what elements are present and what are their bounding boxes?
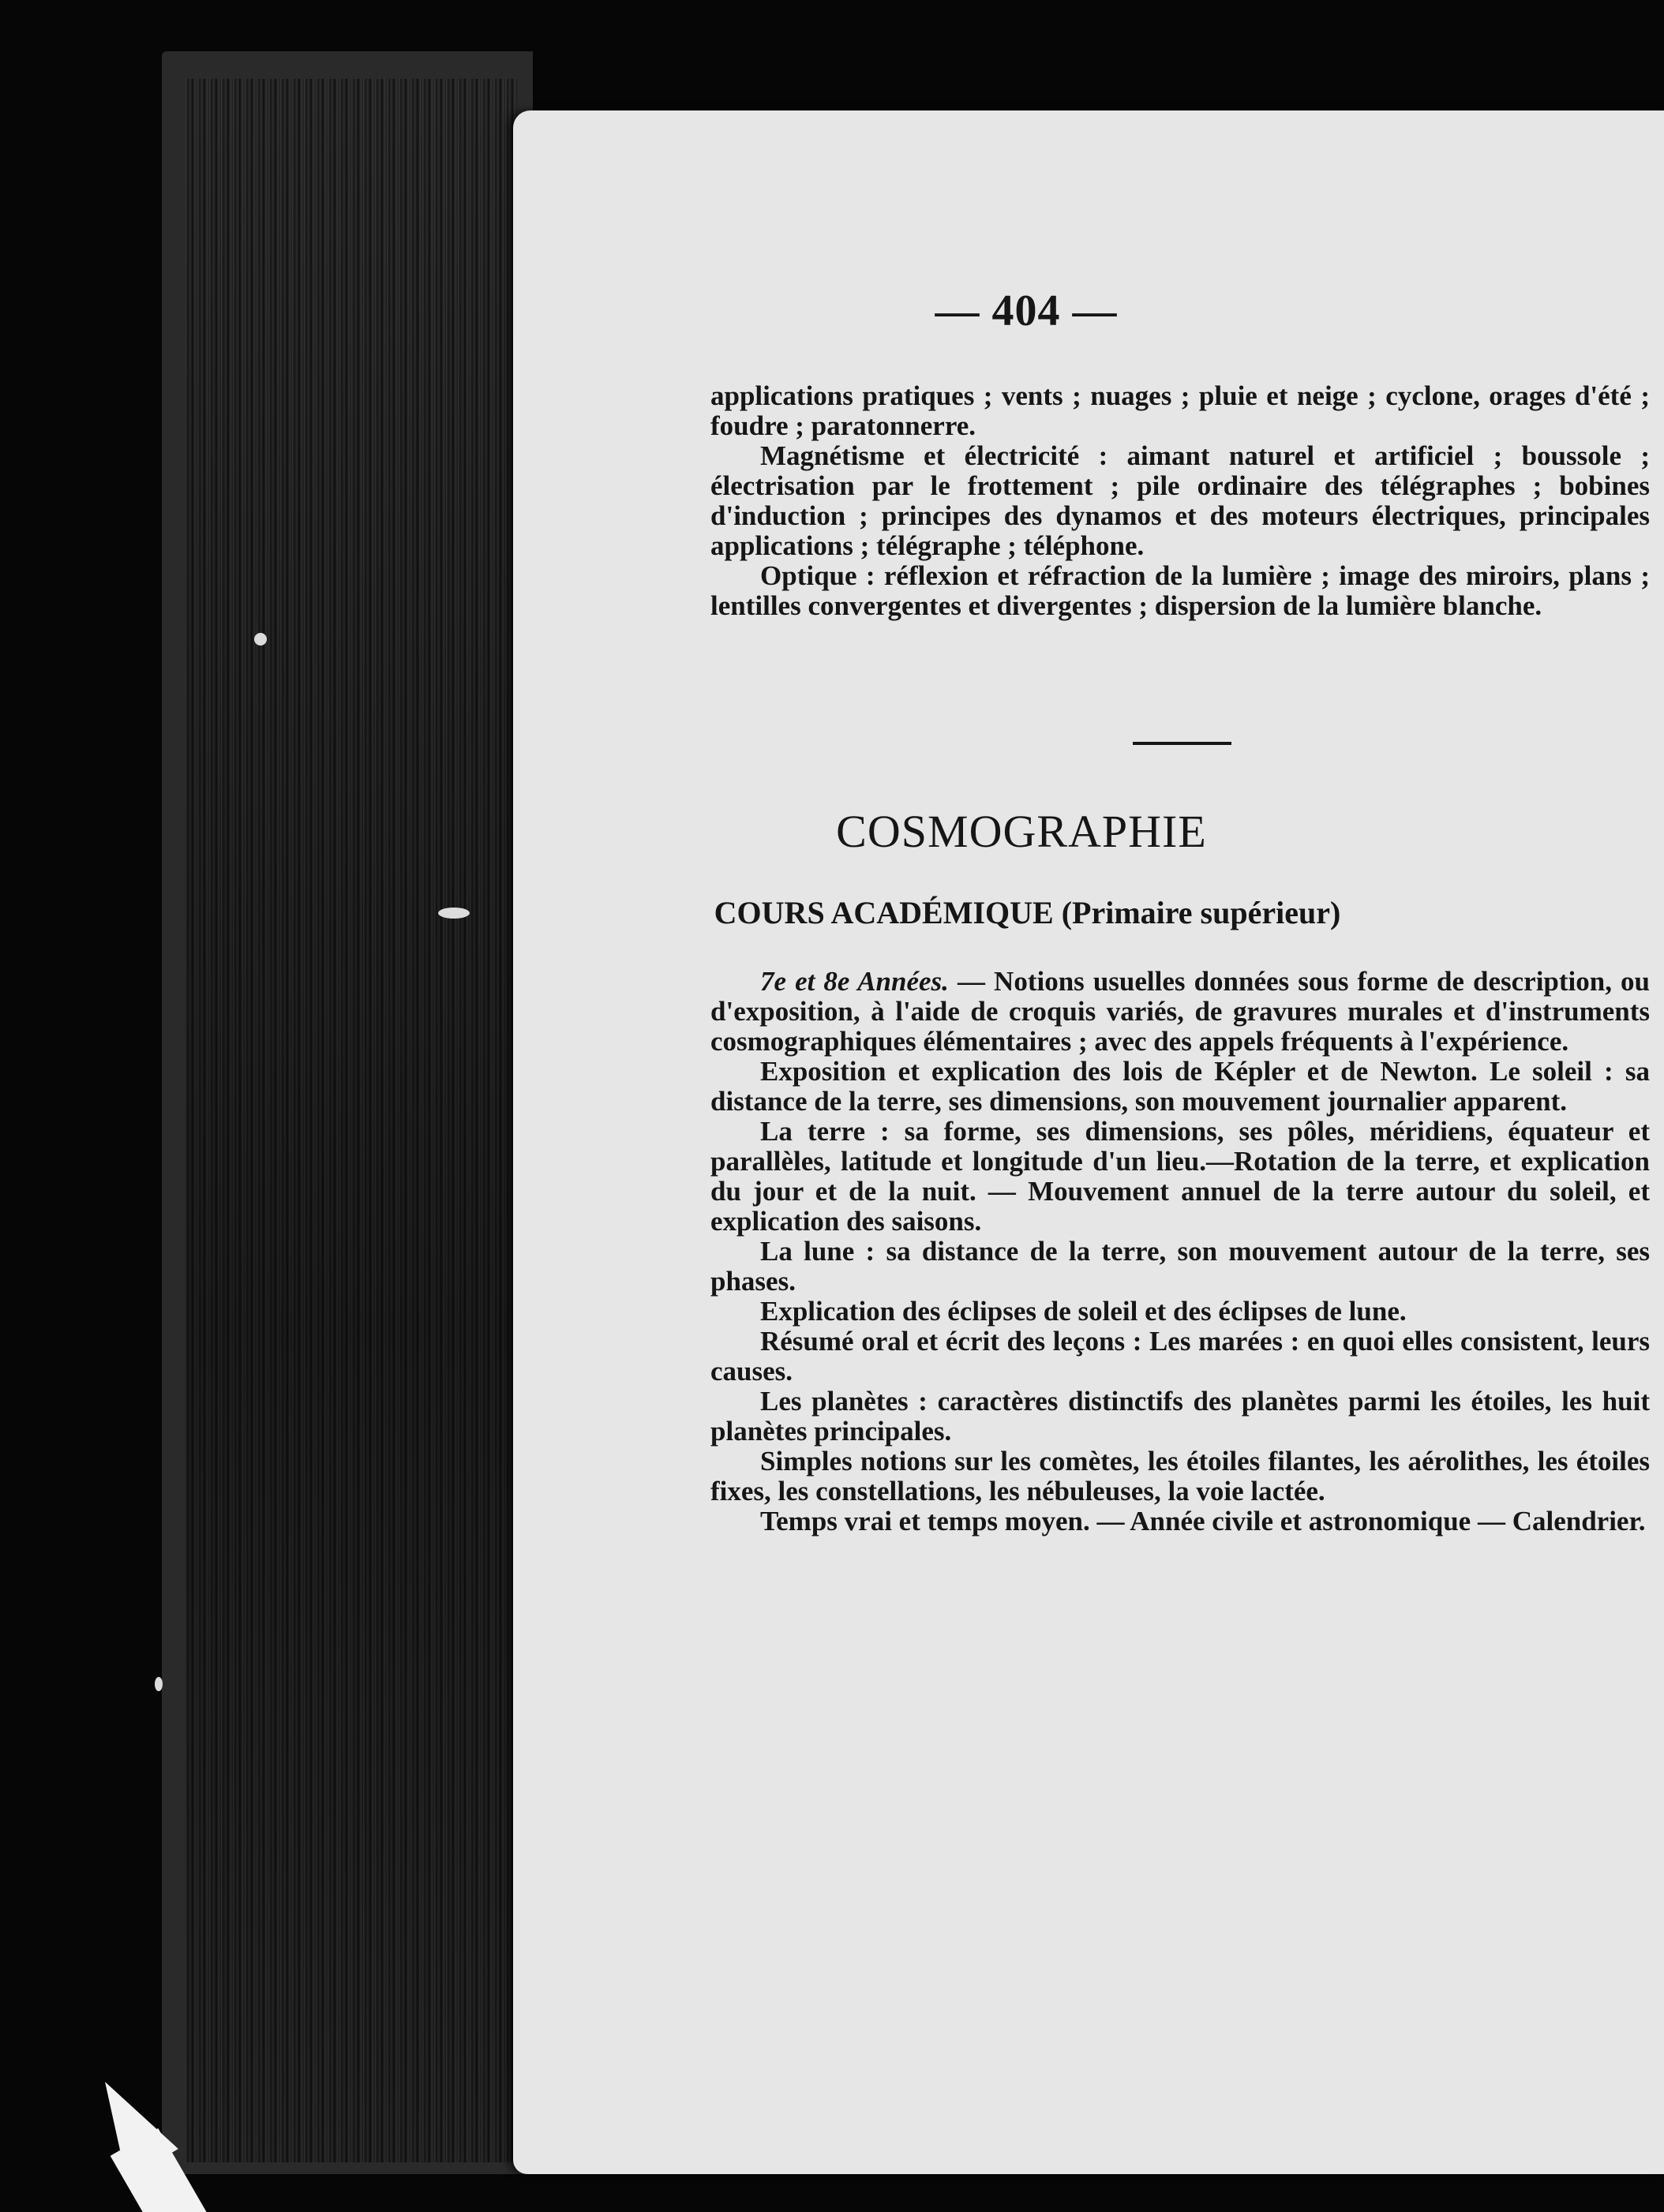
section-divider (1133, 742, 1231, 745)
course-title-sub: (Primaire supérieur) (1061, 895, 1341, 930)
paragraph: Temps vrai et temps moyen. — Année civile et astronomique — Calendrier. (760, 1506, 1646, 1536)
course-title (513, 894, 1664, 931)
years-label: 7e et 8e Années. (760, 966, 949, 997)
top-text-block (710, 381, 1650, 621)
paragraph: applications pratiques ; vents ; nuages ; pluie et neige ; cyclone, orages d'été ; foudre ; paratonnerre. (710, 380, 1650, 441)
paragraph: La terre : sa forme, ses dimensions, ses pôles, méridiens, équateur et parallèles, latitude et longitude d'un lieu.—Rotation de la terre, et explication du jour et de la nuit. — Mouvement annuel de la terre autour du soleil, et explication des saisons. (710, 1116, 1650, 1237)
paragraph: Simples notions sur les comètes, les étoiles filantes, les aérolithes, les étoiles fixes, les constellations, les nébuleuses, la voie lactée. (710, 1446, 1650, 1506)
paragraph: Explication des éclipses de soleil et des éclipses de lune. (760, 1296, 1407, 1327)
paragraph: Optique : réflexion et réfraction de la lumière ; image des miroirs, plans ; lentilles convergentes et divergentes ; dispersion de la lumière blanche. (710, 560, 1650, 621)
book-page (513, 110, 1664, 2174)
paragraph: Les planètes : caractères distinctifs des planètes parmi les étoiles, les huit planètes principales. (710, 1386, 1650, 1447)
course-title-main: COURS ACADÉMIQUE (714, 895, 1054, 930)
fore-edge-shadow (186, 79, 517, 2162)
dust-speck (155, 1677, 163, 1691)
paragraph: La lune : sa distance de la terre, son mouvement autour de la terre, ses phases. (710, 1236, 1650, 1297)
section-title: COSMOGRAPHIE (836, 806, 1207, 857)
page-content (513, 110, 1664, 2174)
paragraph-text: — Notions usuelles données sous forme de description, ou d'exposition, à l'aide de croquis variés, de gravures murales et d'instruments cosmographiques élémentaires ; avec des appels fréquents à l'expérience. (710, 966, 1650, 1057)
dust-speck (254, 633, 267, 646)
paragraph: Exposition et explication des lois de Képler et de Newton. Le soleil : sa distance de la terre, ses dimensions, son mouvement journalier apparent. (710, 1056, 1650, 1117)
paragraph (710, 967, 1650, 1057)
page-number: — 404 — (935, 286, 1118, 335)
dust-speck (438, 908, 470, 919)
paragraph: Magnétisme et électricité : aimant naturel et artificiel ; boussole ; électrisation par le frottement ; pile ordinaire des télégraphes ; bobines d'induction ; principes des dynamos et des moteurs électriques, principales applications ; télégraphe ; téléphone. (710, 440, 1650, 561)
paragraph: Résumé oral et écrit des leçons : Les marées : en quoi elles consistent, leurs causes. (710, 1326, 1650, 1387)
main-text-block (710, 967, 1650, 1536)
